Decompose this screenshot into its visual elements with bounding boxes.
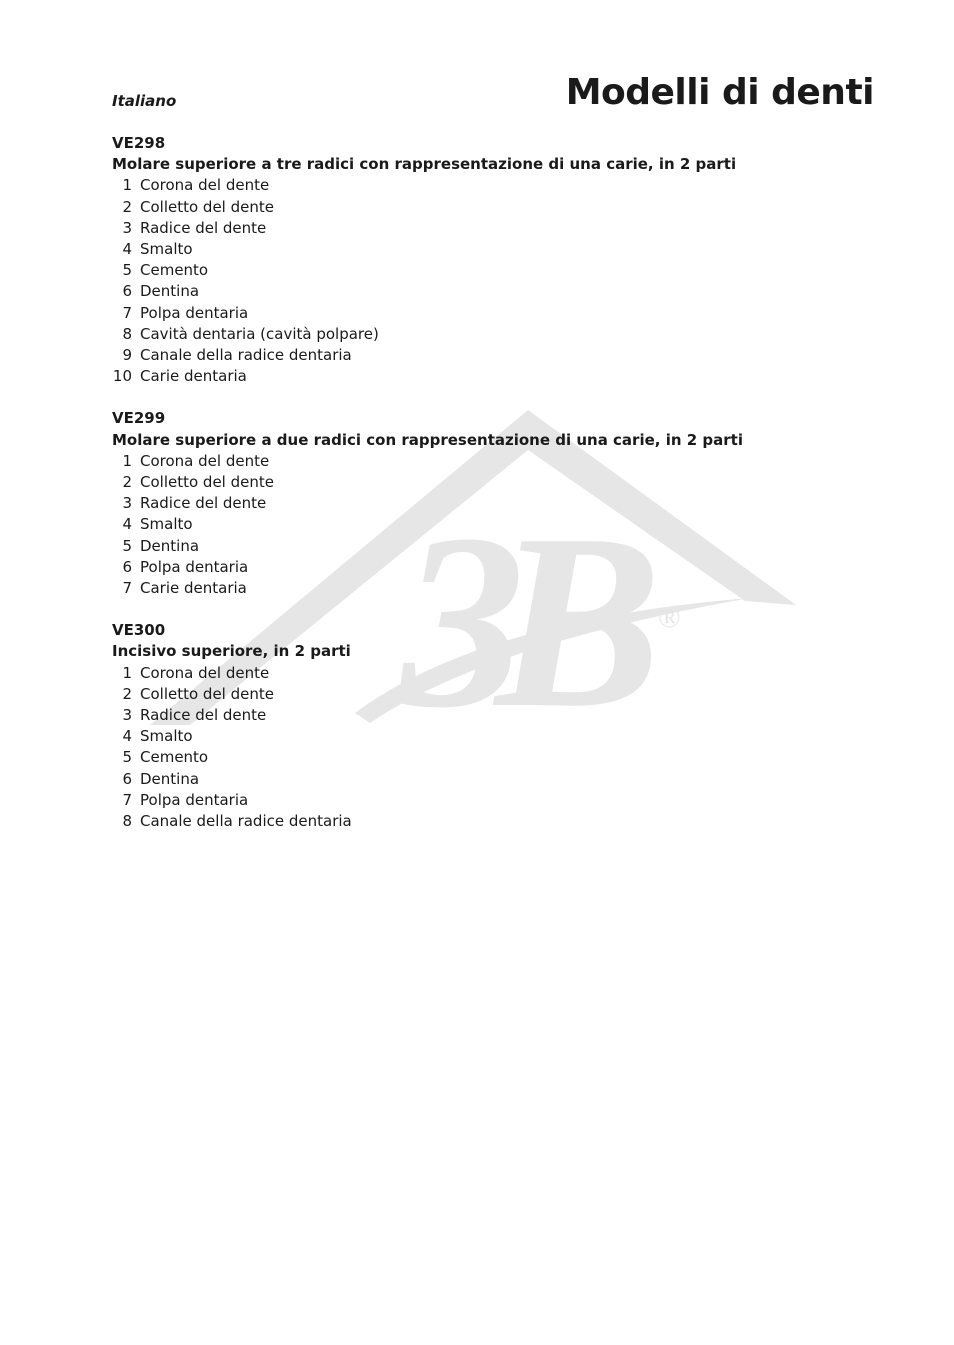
list-item — [112, 557, 872, 578]
item-number: 3 — [122, 706, 132, 725]
section-ve300 — [112, 620, 872, 832]
item-number: 4 — [122, 515, 132, 534]
item-label: Cemento — [140, 261, 209, 280]
item-label: Cavità dentaria (cavità polpare) — [140, 324, 379, 343]
item-label: Polpa dentaria — [140, 303, 249, 322]
item-number: 6 — [122, 557, 132, 576]
section-description: Incisivo superiore, in 2 parti — [112, 642, 351, 661]
item-number: 8 — [122, 324, 132, 343]
item-number: 7 — [122, 790, 132, 809]
list-item — [112, 790, 872, 811]
item-label: Carie dentaria — [140, 367, 247, 386]
list-item — [112, 197, 872, 218]
language-label: Italiano — [112, 92, 177, 110]
section-description: Molare superiore a tre radici con rappresentazione di una carie, in 2 parti — [112, 155, 737, 174]
item-label: Canale della radice dentaria — [140, 812, 352, 831]
list-item — [112, 239, 872, 260]
item-number: 7 — [122, 579, 132, 598]
section-ve298 — [112, 133, 872, 387]
parts-list — [112, 663, 872, 833]
section-code: VE298 — [112, 134, 166, 152]
section-code: VE299 — [112, 409, 166, 428]
section-description: Molare superiore a due radici con rappresentazione di una carie, in 2 parti — [112, 430, 743, 449]
list-item — [112, 175, 872, 196]
list-item — [112, 493, 872, 514]
list-item — [112, 578, 872, 599]
item-label: Dentina — [140, 769, 200, 788]
item-number: 8 — [122, 812, 132, 831]
section-code: VE300 — [112, 621, 166, 640]
list-item — [112, 260, 872, 281]
item-label: Smalto — [140, 515, 193, 534]
list-item — [112, 747, 872, 768]
item-number: 1 — [122, 451, 132, 470]
item-number: 2 — [122, 684, 132, 703]
item-label: Polpa dentaria — [140, 557, 249, 576]
list-item — [112, 366, 872, 387]
item-number: 3 — [122, 494, 132, 513]
item-label: Corona del dente — [140, 663, 270, 682]
list-item — [112, 514, 872, 535]
parts-list — [112, 175, 872, 387]
page-header — [112, 70, 874, 120]
item-label: Colletto del dente — [140, 197, 274, 216]
document-content — [112, 133, 872, 853]
logo-letters: 3B — [400, 483, 632, 725]
list-item — [112, 663, 872, 684]
list-item — [112, 769, 872, 790]
list-item — [112, 472, 872, 493]
item-label: Dentina — [140, 536, 200, 555]
item-number: 9 — [122, 346, 132, 365]
item-number: 2 — [122, 197, 132, 216]
item-label: Cemento — [140, 748, 209, 767]
item-label: Corona del dente — [140, 451, 270, 470]
item-number: 3 — [122, 218, 132, 237]
item-label: Colletto del dente — [140, 473, 274, 492]
item-label: Smalto — [140, 240, 193, 259]
item-label: Radice del dente — [140, 706, 267, 725]
item-number: 2 — [122, 473, 132, 492]
list-item — [112, 811, 872, 832]
list-item — [112, 218, 872, 239]
item-label: Carie dentaria — [140, 579, 247, 598]
item-number: 5 — [122, 261, 132, 280]
list-item — [112, 345, 872, 366]
item-number: 6 — [122, 769, 132, 788]
item-number: 1 — [122, 663, 132, 682]
list-item — [112, 705, 872, 726]
item-label: Canale della radice dentaria — [140, 346, 352, 365]
item-label: Radice del dente — [140, 494, 267, 513]
item-label: Corona del dente — [140, 176, 270, 195]
item-number: 5 — [122, 748, 132, 767]
list-item — [112, 726, 872, 747]
item-number: 6 — [122, 282, 132, 301]
item-label: Smalto — [140, 727, 193, 746]
item-number: 1 — [122, 176, 132, 195]
registered-mark: ® — [658, 601, 681, 634]
item-label: Polpa dentaria — [140, 790, 249, 809]
list-item — [112, 451, 872, 472]
item-label: Colletto del dente — [140, 684, 274, 703]
parts-list — [112, 451, 872, 599]
page-title: Modelli di denti — [565, 72, 874, 113]
section-ve299 — [112, 408, 872, 599]
item-number: 4 — [122, 727, 132, 746]
list-item — [112, 684, 872, 705]
item-number: 4 — [122, 240, 132, 259]
list-item — [112, 324, 872, 345]
item-label: Radice del dente — [140, 218, 267, 237]
item-number: 7 — [122, 303, 132, 322]
item-number: 10 — [112, 367, 132, 386]
list-item — [112, 281, 872, 302]
list-item — [112, 303, 872, 324]
list-item — [112, 536, 872, 557]
item-label: Dentina — [140, 282, 200, 301]
item-number: 5 — [122, 536, 132, 555]
